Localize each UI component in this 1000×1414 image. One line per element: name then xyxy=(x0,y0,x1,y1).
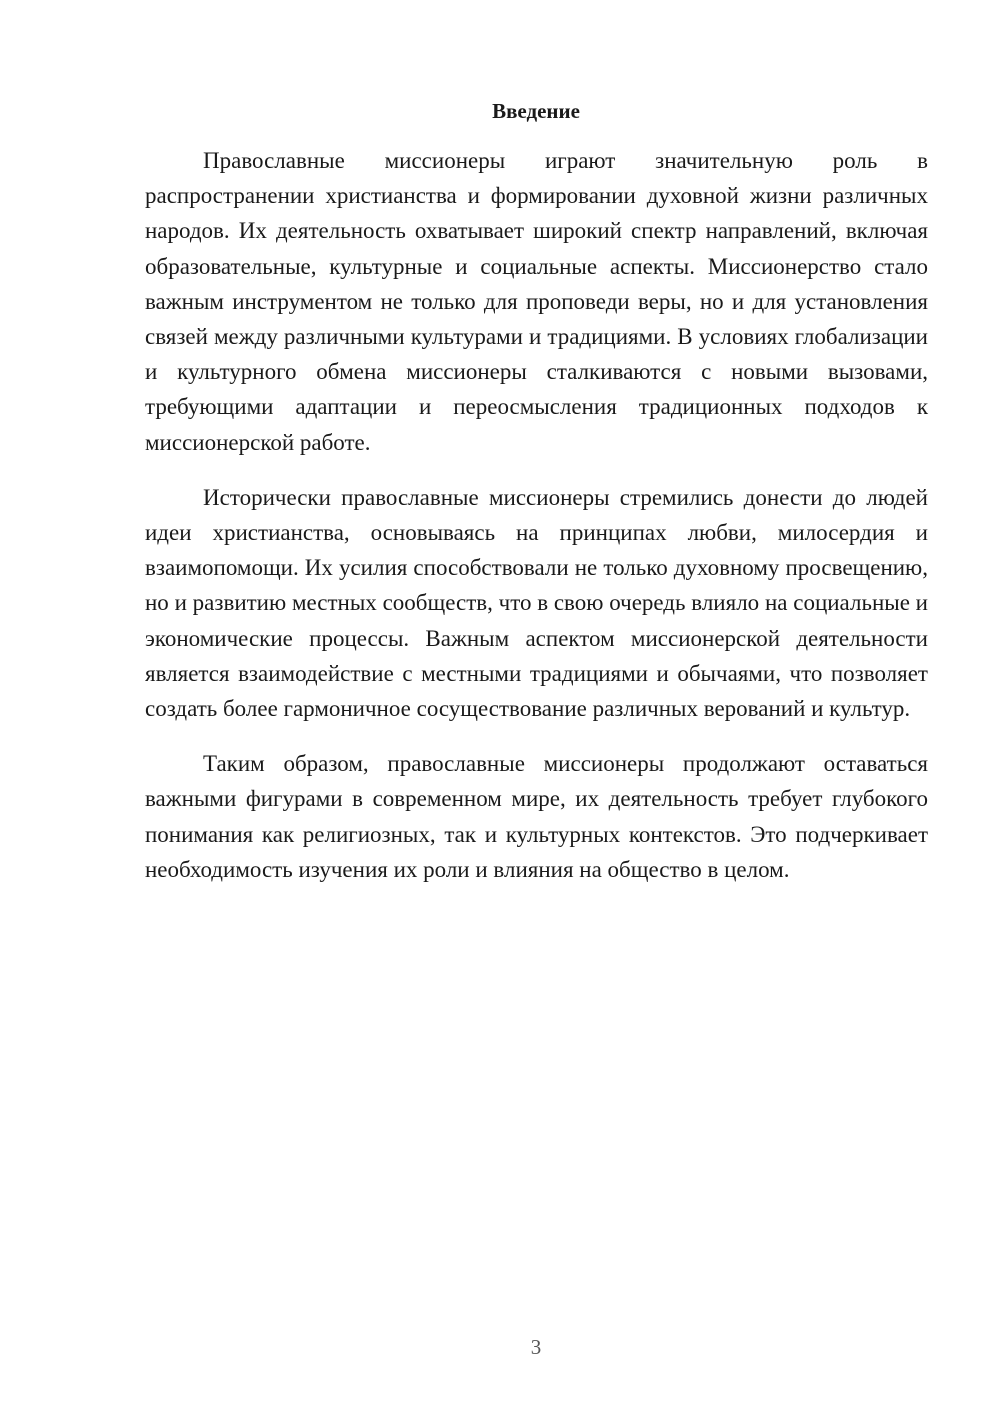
paragraph-1: Православные миссионеры играют значительную роль в распространении христианства и формировании духовной жизни различных народов. Их деятельность охватывает широкий спектр направлений, включая образовательные, культурные и социальные аспекты. Миссионерство стало важным инструментом не только для проповеди веры, но и для установления связей между различными культурами и традициями. В условиях глобализации и культурного обмена миссионеры сталкиваются с новыми вызовами, требующими адаптации и переосмысления традиционных подходов к миссионерской работе. xyxy=(145,148,928,455)
body-text xyxy=(145,143,928,907)
paragraph-3: Таким образом, православные миссионеры продолжают оставаться важными фигурами в современном мире, их деятельность требует глубокого понимания как религиозных, так и культурных контекстов. Это подчеркивает необходимость изучения их роли и влияния на общество в целом. xyxy=(145,751,928,882)
page-number: 3 xyxy=(530,1335,542,1359)
section-title: Введение xyxy=(492,99,580,123)
paragraph-2: Исторически православные миссионеры стремились донести до людей идеи христианства, основываясь на принципах любви, милосердия и взаимопомощи. Их усилия способствовали не только духовному просвещению, но и развитию местных сообществ, что в свою очередь влияло на социальные и экономические процессы. Важным аспектом миссионерской деятельности является взаимодействие с местными традициями и обычаями, что позволяет создать более гармоничное сосуществование различных верований и культур. xyxy=(145,484,928,722)
